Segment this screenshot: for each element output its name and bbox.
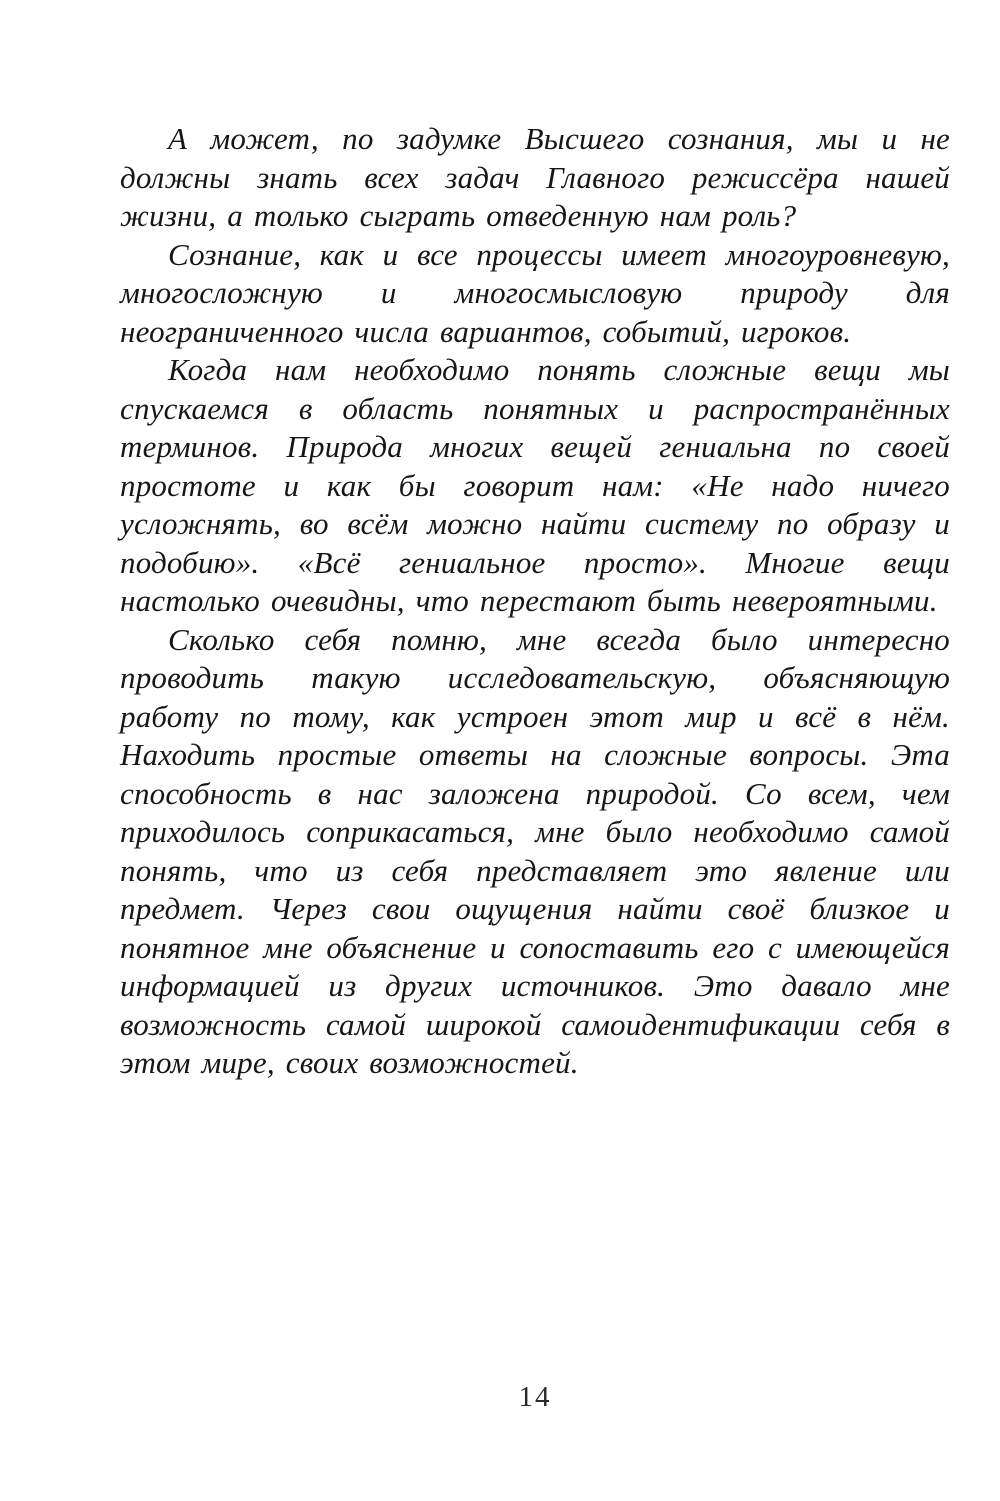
paragraph-3: Когда нам необходимо понять сложные вещи мы спускаемся в область понятных и распространённых терминов. Природа многих вещей гениальна по своей простоте и как бы говорит нам: «Не надо ничего усложнять, во всём можно найти систему по образу и подобию». «Всё гениальное просто». Многие вещи настолько очевидны, что перестают быть невероятными. (120, 352, 950, 618)
page-text (120, 120, 950, 1083)
paragraph-4: Сколько себя помню, мне всегда было интересно проводить такую исследовательскую, объясняющую работу по тому, как устроен этот мир и всё в нём. Находить простые ответы на сложные вопросы. Эта способность в нас заложена природой. Со всем, чем приходилось соприкасаться, мне было необходимо самой понять, что из себя представляет это явление или предмет. Через свои ощущения найти своё близкое и понятное мне объяснение и сопоставить его с имеющейся информацией из других источников. Это давало мне возможность самой широкой самоидентификации себя в этом мире, своих возможностей. (120, 621, 950, 1080)
paragraph-2: Сознание, как и все процессы имеет многоуровневую, многосложную и многосмысловую природу для неограниченного числа вариантов, событий, игроков. (120, 236, 950, 349)
paragraph-1: А может, по задумке Высшего сознания, мы и не должны знать всех задач Главного режиссёра нашей жизни, а только сыграть отведенную нам роль? (120, 121, 950, 233)
page-number: 14 (518, 1381, 552, 1413)
